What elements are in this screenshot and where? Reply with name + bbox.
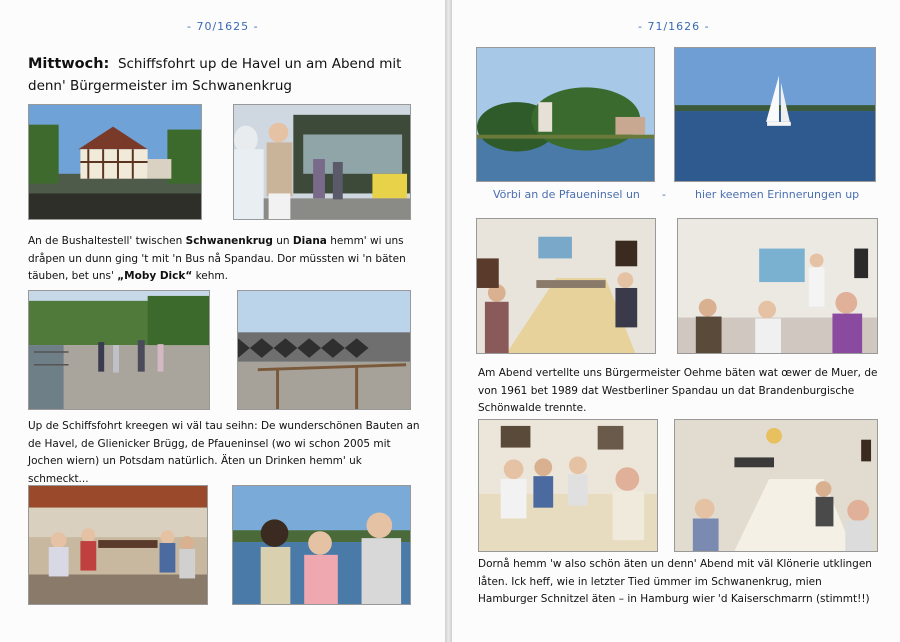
photo-meeting-room — [476, 218, 656, 354]
caption-pfaueninsel: Vörbi an de Pfaueninsel un — [493, 188, 640, 201]
paragraph-boat-trip: Up de Schiffsfohrt kreegen wi väl tau seihn: De wunderschönen Bauten an de Havel, de Glienicker Brügg, de Pfaueninsel (wo wi schon 2005 mit Jochen wiern) un Potsdam natürlich. Äten un Drinken hemm' uk schmeckt... — [28, 420, 420, 485]
photo-mayor-presentation — [677, 218, 878, 354]
caption-dash: - — [662, 188, 666, 201]
photo-sailboat — [674, 47, 876, 182]
title-text: Schiffsfohrt up de Havel un am Abend mit denn' Bürgermeister im Schwanenkrug — [28, 56, 402, 94]
para1-bold-moby-dick: „Moby Dick“ — [117, 270, 193, 282]
para1-bold-diana: Diana — [292, 235, 327, 247]
photo-landing-stage — [28, 290, 210, 410]
photo-bus-stop — [233, 104, 411, 220]
page-number-left: - 70/1625 - — [187, 20, 259, 33]
photo-terrace-dining — [28, 485, 208, 605]
paragraph-mayor: Am Abend vertellte uns Bürgermeister Oehme bäten wat œwer de Muer, de von 1961 bet 1989 dat Westberliner Spandau un dat Brandenburgische Schönwalde trennte. — [478, 367, 878, 414]
photo-dinner-hall — [674, 419, 878, 552]
para1-text-g: kehm. — [192, 270, 228, 282]
para1-text-e: hemm' wi uns dråpen un dunn ging 't mit 'n Bus nå Spandau. Dor müssten wi 'n bäten täuben, bet uns' — [28, 235, 406, 282]
title-day: Mittwoch: — [28, 56, 110, 72]
right-page — [452, 0, 900, 642]
photo-schwanenkrug-house — [28, 104, 202, 220]
para1-bold-schwanenkrug: Schwanenkrug — [185, 235, 273, 247]
photo-dinner-left — [478, 419, 658, 552]
caption-memories: hier keemen Erinnerungen up — [695, 188, 860, 201]
paragraph-dinner: Dornå hemm 'w also schön äten un denn' Abend mit väl Klönerie utklingen låten. Ick heff, wie in letzter Tied ümmer im Schwanenkrug, mien Hamburger Schnitzel äten – in Hamburg wier 'd Kaiserschmarrn (stimmt!!) — [478, 558, 872, 605]
photo-passengers — [232, 485, 411, 605]
para1-text-c: un — [272, 235, 293, 247]
photo-boat-deck — [237, 290, 411, 410]
page-number-right: - 71/1626 - — [638, 20, 710, 33]
page-title — [28, 53, 428, 97]
left-page — [0, 0, 445, 642]
book-gutter — [445, 0, 452, 642]
photo-pfaueninsel — [476, 47, 655, 182]
para1-text-a: An de Bushaltestell' twischen — [28, 235, 186, 247]
paragraph-bus-stop — [28, 233, 423, 286]
